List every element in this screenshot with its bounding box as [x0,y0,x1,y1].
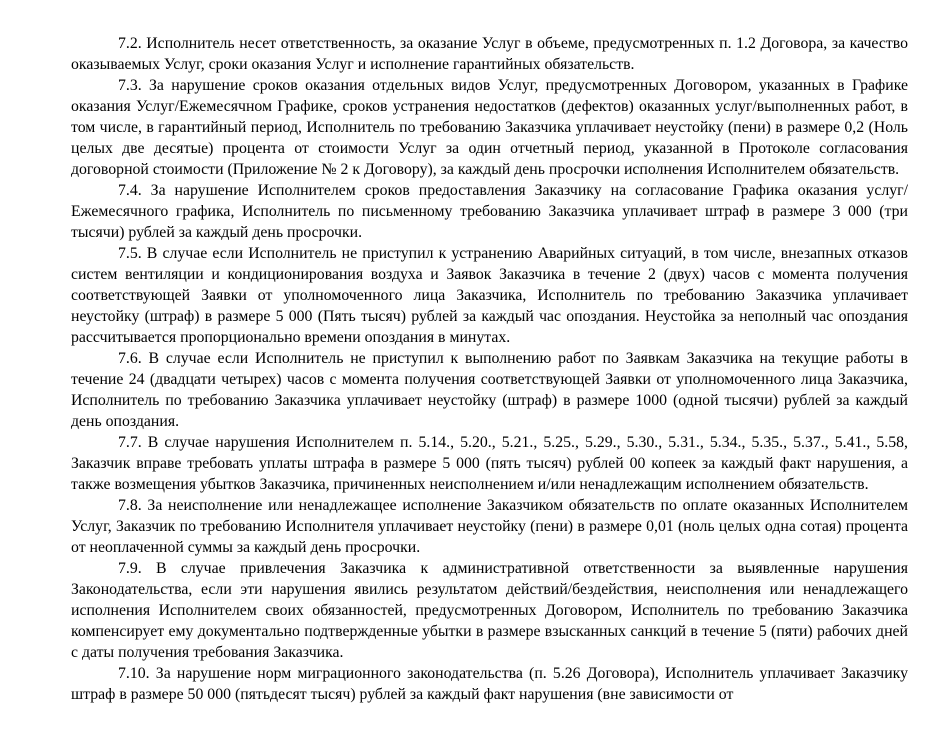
clause-7-4: 7.4. За нарушение Исполнителем сроков предоставления Заказчику на согласование Графика оказания услуг/Ежемесячного графика, Исполнитель по письменному требованию Заказчика уплачивает штраф в размере 3 000 (три тысячи) рублей за каждый день просрочки. [71,182,908,241]
clause-7-9: 7.9. В случае привлечения Заказчика к административной ответственности за выявленные нарушения Законодательства, если эти нарушения явились результатом действий/бездействия, неисполнения или ненадлежащего исполнения Исполнителем своих обязанностей, предусмотренных Договором, Исполнитель по требованию Заказчика компенсирует ему документально подтвержденные убытки в размере взысканных санкций в течение 5 (пяти) рабочих дней с даты получения требования Заказчика. [71,560,908,661]
clause-7-2: 7.2. Исполнитель несет ответственность, за оказание Услуг в объеме, предусмотренных п. 1.2 Договора, за качество оказываемых Услуг, сроки оказания Услуг и исполнение гарантийных обязательств. [71,35,908,73]
clause-7-5: 7.5. В случае если Исполнитель не приступил к устранению Аварийных ситуаций, в том числе, внезапных отказов систем вентиляции и кондиционирования воздуха и Заявок Заказчика в течение 2 (двух) часов с момента получения соответствующей Заявки от уполномоченного лица Заказчика, Исполнитель по требованию Заказчика уплачивает неустойку (штраф) в размере 5 000 (Пять тысяч) рублей за каждый час опоздания. Неустойка за неполный час опоздания рассчитывается пропорционально времени опоздания в минутах. [71,245,908,346]
clause-7-7: 7.7. В случае нарушения Исполнителем п. 5.14., 5.20., 5.21., 5.25., 5.29., 5.30., 5.31., 5.34., 5.35., 5.37., 5.41., 5.58, Заказчик вправе требовать уплаты штрафа в размере 5 000 (пять тысяч) рублей 00 копеек за каждый факт нарушения, а также возмещения убытков Заказчика, причиненных неисполнением и/или ненадлежащим исполнением обязательств. [71,434,908,493]
clause-7-3: 7.3. За нарушение сроков оказания отдельных видов Услуг, предусмотренных Договором, указанных в Графике оказания Услуг/Ежемесячном Графике, сроков устранения недостатков (дефектов) оказанных услуг/выполненных работ, в том числе, в гарантийный период, Исполнитель по требованию Заказчика уплачивает неустойку (пени) в размере 0,2 (Ноль целых две десятые) процента от стоимости Услуг за один отчетный период, указанной в Протоколе согласования договорной стоимости (Приложение № 2 к Договору), за каждый день просрочки исполнения Исполнителем обязательств. [71,77,908,178]
clause-7-8: 7.8. За неисполнение или ненадлежащее исполнение Заказчиком обязательств по оплате оказанных Исполнителем Услуг, Заказчик по требованию Исполнителя уплачивает неустойку (пени) в размере 0,01 (ноль целых одна сотая) процента от неоплаченной суммы за каждый день просрочки. [71,497,908,556]
clause-7-10: 7.10. За нарушение норм миграционного законодательства (п. 5.26 Договора), Исполнитель уплачивает Заказчику штраф в размере 50 000 (пятьдесят тысяч) рублей за каждый факт нарушения (вне зависимости от [71,665,908,703]
clause-7-6: 7.6. В случае если Исполнитель не приступил к выполнению работ по Заявкам Заказчика на текущие работы в течение 24 (двадцати четырех) часов с момента получения соответствующей Заявки от уполномоченного лица Заказчика, Исполнитель по требованию Заказчика уплачивает неустойку (штраф) в размере 1000 (одной тысячи) рублей за каждый день опоздания. [71,350,908,430]
